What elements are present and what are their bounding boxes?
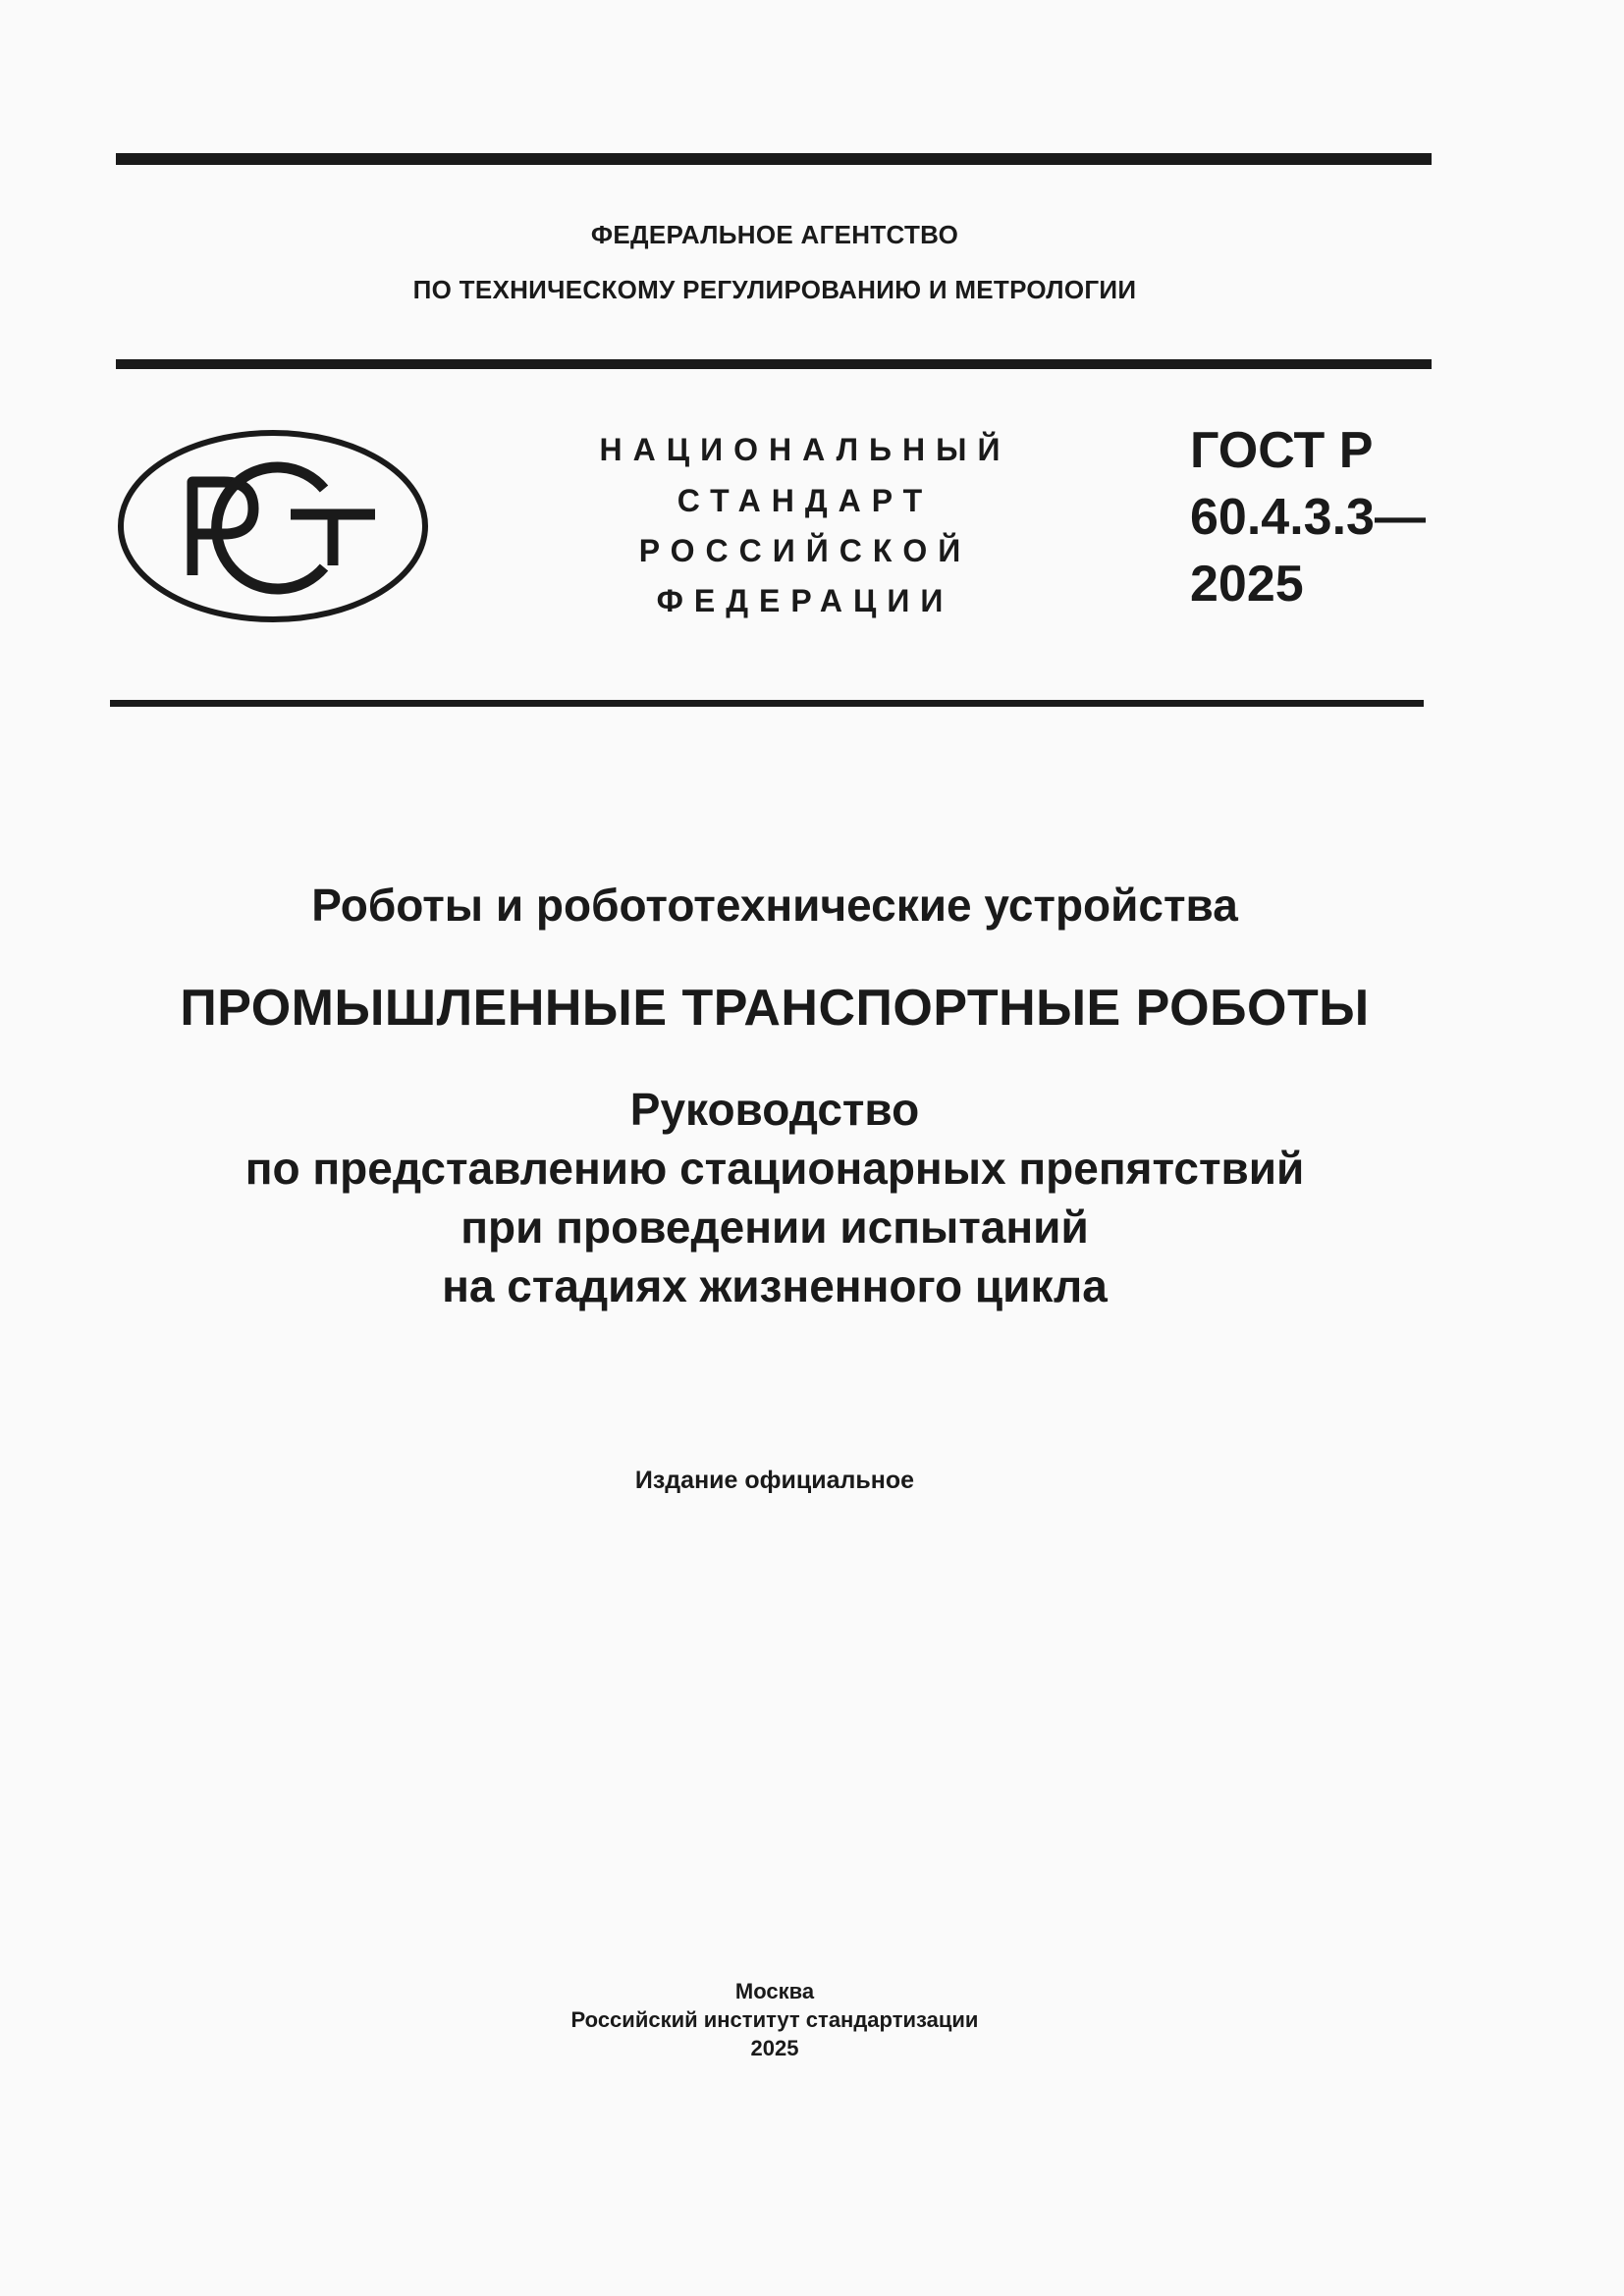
national-standard-line: НАЦИОНАЛЬНЫЙ (599, 432, 1011, 467)
main-title: ПРОМЫШЛЕННЫЕ ТРАНСПОРТНЫЕ РОБОТЫ (180, 980, 1370, 1037)
series-title: Роботы и робототехнические устройства (311, 880, 1238, 931)
subtitle-line: по представлению стационарных препятствий (244, 1143, 1305, 1194)
national-standard-line: СТАНДАРТ (677, 483, 934, 518)
rst-logo-icon (116, 428, 430, 624)
imprint-city: Москва (734, 1979, 815, 2003)
imprint-publisher: Российский институт стандартизации (570, 2007, 979, 2032)
designation-line-1: ГОСТ Р (1190, 422, 1374, 479)
bottom-rule (110, 700, 1424, 707)
designation-line-2: 60.4.3.3— (1190, 489, 1426, 546)
subtitle-line: Руководство (629, 1084, 920, 1135)
agency-line-1: ФЕДЕРАЛЬНОЕ АГЕНТСТВО (590, 220, 959, 249)
subtitle (0, 1080, 1549, 1315)
top-rule (116, 153, 1432, 165)
national-standard-line: РОССИЙСКОЙ (638, 533, 972, 568)
edition-label: Издание официальное (634, 1467, 915, 1494)
subtitle-line: при проведении испытаний (460, 1201, 1089, 1253)
designation-line-3: 2025 (1190, 556, 1304, 613)
standard-designation (1190, 417, 1426, 617)
agency-line-2: ПО ТЕХНИЧЕСКОМУ РЕГУЛИРОВАНИЮ И МЕТРОЛОГИИ (412, 275, 1137, 304)
middle-rule (116, 359, 1432, 369)
imprint-year: 2025 (750, 2036, 799, 2060)
national-standard-line: ФЕДЕРАЦИИ (656, 583, 954, 618)
subtitle-line: на стадиях жизненного цикла (442, 1260, 1108, 1311)
